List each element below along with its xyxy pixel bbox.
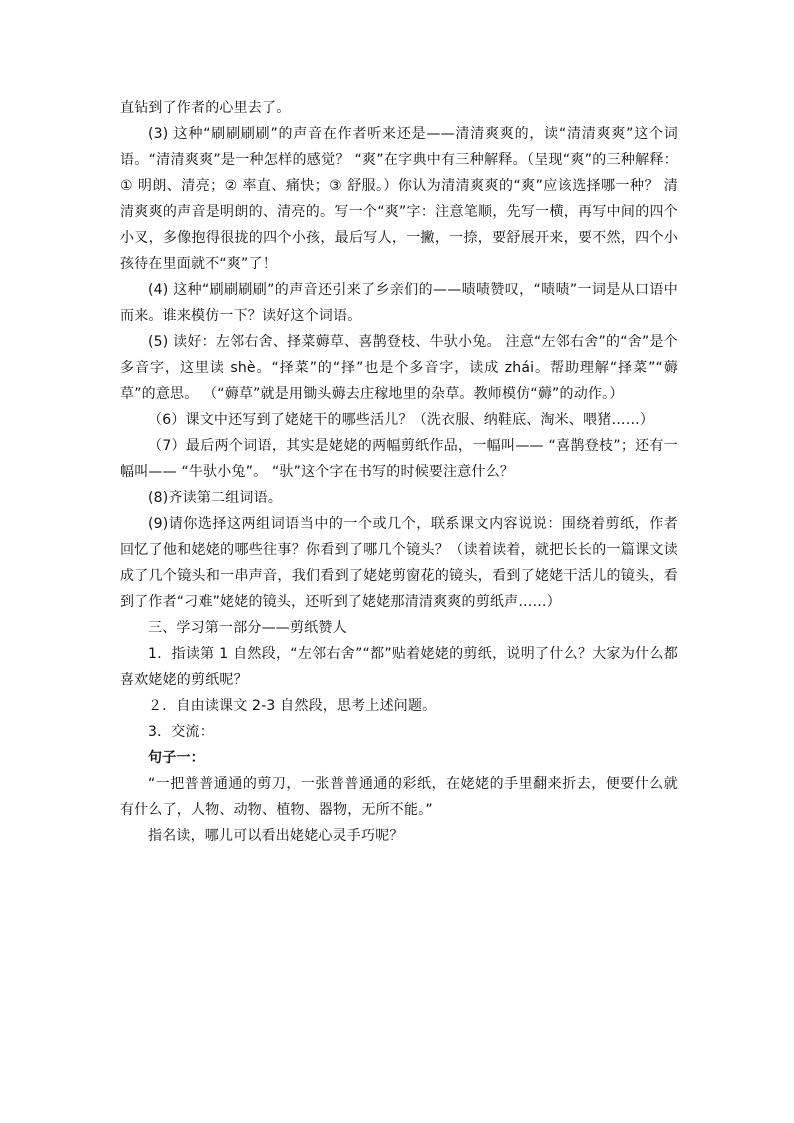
- paragraph-item-7: （7）最后两个词语，其实是姥姥的两幅剪纸作品，一幅叫—— “喜鹊登枝”；还有一幅叫—— “牛驮小兔”。 “驮”这个字在书写的时候要注意什么？: [120, 438, 678, 480]
- paragraph-item-9: (9)请你选择这两组词语当中的一个或几个，联系课文内容说说：围绕着剪纸，作者回忆了他和姥姥的哪些往事？你看到了哪几个镜头？（读着读着，就把长长的一篇课文读成了几个镜头和一串声音，我们看到了姥姥剪窗花的镜头，看到了姥姥干活儿的镜头，看到了作者“刁难”姥姥的镜头，还听到了姥姥那清清爽爽的剪纸声……）: [120, 516, 678, 610]
- paragraph-item-5: (5) 读好：左邻右舍、择菜薅草、喜鹊登枝、牛驮小兔。 注意“左邻右舍”的“舍”是个多音字，这里读 shè。“择菜”的“择”也是个多音字，读成 zhái。帮助理解“择菜”“薅草”的意思。 （“薅草”就是用锄头薅去庄稼地里的杂草。教师模仿“薅”的动作。）: [120, 334, 678, 402]
- step-3: 3．交流：: [148, 724, 214, 740]
- quoted-sentence: “一把普普通通的剪刀，一张普普通通的彩纸，在姥姥的手里翻来折去，便要什么就有什么了，人物、动物、植物、器物，无所不能。”: [120, 776, 678, 818]
- step-2: ２．自由读课文 2-3 自然段，思考上述问题。: [148, 698, 437, 714]
- paragraph-item-6: （6）课文中还写到了姥姥干的哪些活儿？（洗衣服、纳鞋底、淘米、喂猪……）: [148, 412, 655, 428]
- document-body: [120, 95, 678, 849]
- paragraph-item-8: (8)齐读第二组词语。: [148, 490, 283, 506]
- paragraph-item-3: (3) 这种“刷刷刷刷”的声音在作者听来还是——清清爽爽的，读“清清爽爽”这个词语。“清清爽爽”是一种怎样的感觉？ “爽”在字典中有三种解释。（呈现“爽”的三种解释：① 明朗、清亮；② 率直、痛快；③ 舒服。）你认为清清爽爽的“爽”应该选择哪一种？ 清清爽爽的声音是明朗的、清亮的。写一个“爽”字：注意笔顺，先写一横，再写中间的四个小叉，多像抱得很拢的四个小孩，最后写人，一撇，一捺，要舒展开来，要不然，四个小孩待在里面就不“爽”了！: [120, 126, 678, 272]
- sentence-one-label: 句子一：: [148, 750, 205, 766]
- closing-question: 指名读，哪儿可以看出姥姥心灵手巧呢？: [148, 828, 404, 844]
- paragraph-item-4: (4) 这种“刷刷刷刷”的声音还引来了乡亲们的——啧啧赞叹，“啧啧”一词是从口语中而来。谁来模仿一下？读好这个词语。: [120, 282, 678, 324]
- section-heading: 三、学习第一部分——剪纸赞人: [148, 620, 347, 636]
- paragraph-continuation: 直钻到了作者的心里去了。: [120, 100, 291, 116]
- step-1: 1．指读第 1 自然段，“左邻右舍”“都”贴着姥姥的剪纸，说明了什么？大家为什么都喜欢姥姥的剪纸呢？: [120, 646, 678, 688]
